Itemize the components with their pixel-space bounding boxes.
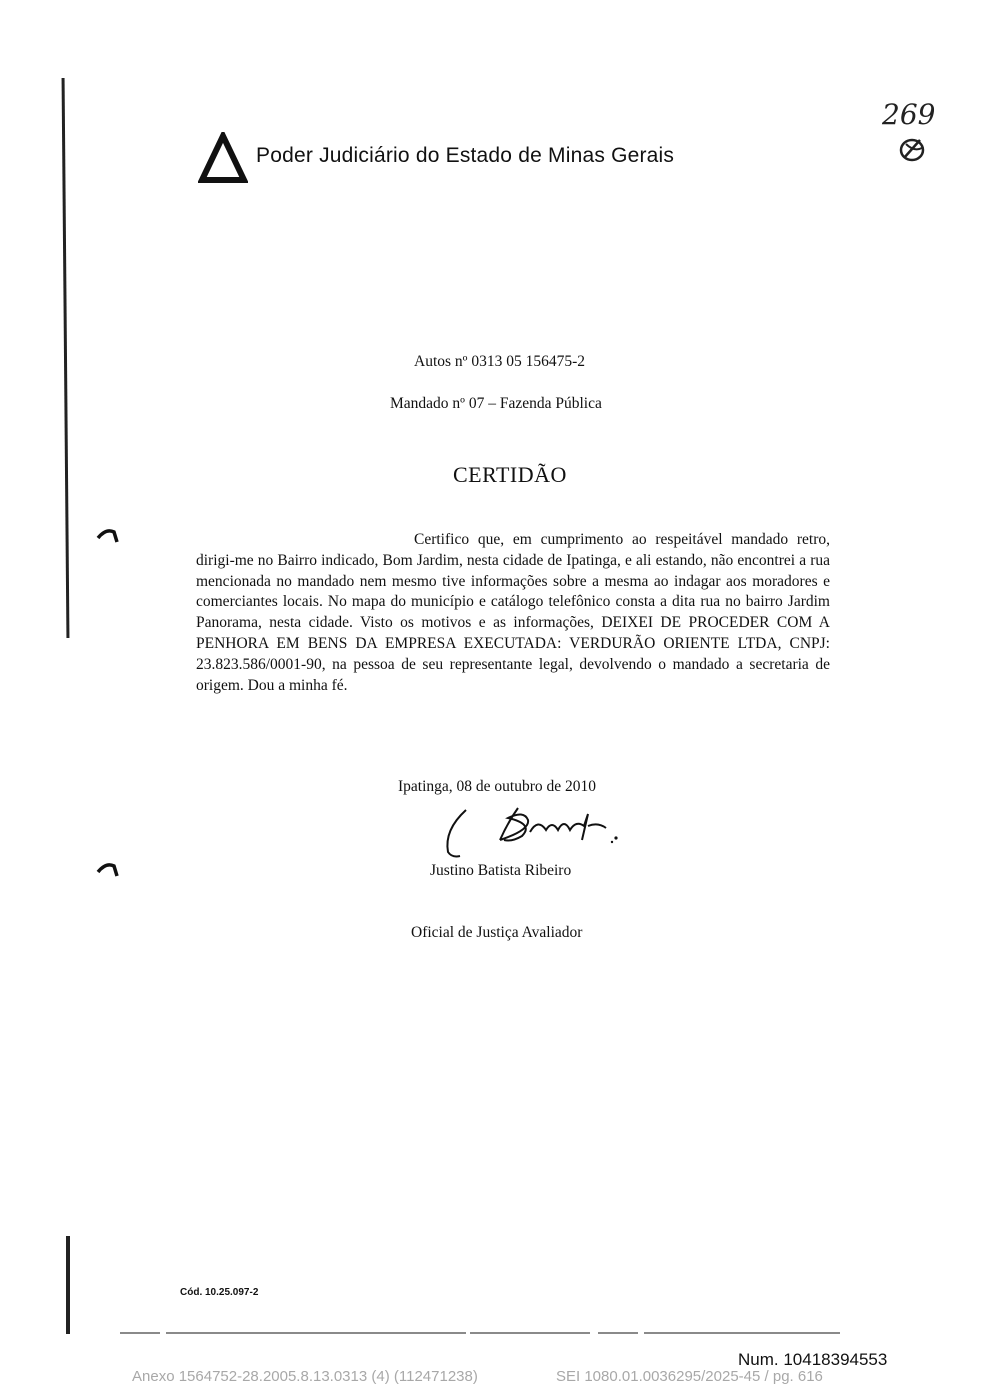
certificate-body: Certifico que, em cumprimento ao respeitável mandado retro, dirigi-me no Bairro indicado, Bom Jardim, nesta cidade de Ipatinga, e ali estando, não encontrei a rua mencionada no mandado nem mesmo tive informações sobre a mesma ao indagar aos moradores e comerciantes locais. No mapa do município e catálogo telefônico consta a dita rua no bairro Jardim Panorama, nesta cidade. Visto os motivos e as informações, DEIXEI DE PROCEDER COM A PENHORA EM BENS DA EMPRESA EXECUTADA: VERDURÃO ORIENTE LTDA, CNPJ: 23.823.586/0001-90, na pessoa de seu representante legal, devolvendo o mandado a secretaria de origem. Dou a minha fé. [196,531,830,694]
punch-hole-mark-lower [96,860,120,880]
autos-number: Autos nº 0313 05 156475-2 [414,353,585,370]
annex-reference: Anexo 1564752-28.2005.8.13.0313 (4) (112471238) [132,1368,478,1385]
sei-reference: SEI 1080.01.0036295/2025-45 / pg. 616 [556,1368,823,1385]
form-code: Cód. 10.25.097-2 [180,1287,259,1298]
signer-name: Justino Batista Ribeiro [430,862,572,879]
footer-dashed-rule [120,1332,840,1334]
punch-hole-mark-upper [96,526,120,546]
header-title: Poder Judiciário do Estado de Minas Gerais [256,144,675,167]
handwritten-page-number [868,92,948,172]
mandado-number: Mandado nº 07 – Fazenda Pública [390,395,602,412]
judiciary-triangle-logo [198,132,248,184]
signer-role: Oficial de Justiça Avaliador [411,924,583,941]
document-number-stamp: Num. 10418394553 [738,1350,888,1369]
scan-edge-line-bottom [66,1236,70,1334]
handwritten-signature [438,800,628,862]
certificate-title: CERTIDÃO [453,462,567,487]
scan-edge-line-top [62,78,70,638]
place-date: Ipatinga, 08 de outubro de 2010 [398,778,597,795]
svg-text:269: 269 [882,98,936,131]
